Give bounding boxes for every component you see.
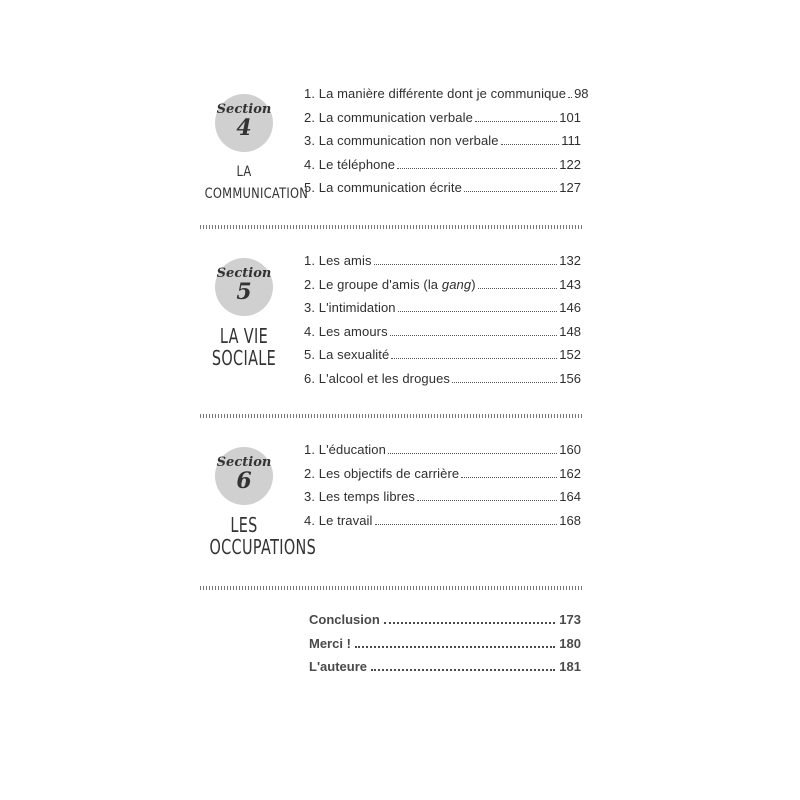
section-circle — [215, 94, 273, 152]
section-word: Section — [216, 455, 272, 470]
toc-entry[interactable]: 1. L'éducation 160 — [304, 442, 581, 457]
toc-entry[interactable]: 1. La manière différente dont je communique 98 — [304, 86, 589, 101]
toc-entry[interactable]: 5. La communication écrite 127 — [304, 180, 581, 196]
dot-leader — [375, 524, 558, 525]
toc-entry[interactable]: 2. Le groupe d'amis (la gang) 143 — [304, 276, 581, 292]
section-divider — [200, 225, 582, 229]
end-matter-entry[interactable]: L'auteure 181 — [309, 659, 581, 674]
section-word: Section — [216, 266, 272, 281]
toc-entry[interactable]: 6. L'alcool et les drogues 156 — [304, 370, 581, 386]
dot-leader — [355, 646, 555, 648]
section-number: 4 — [236, 115, 252, 141]
dot-leader — [461, 477, 557, 478]
dot-leader — [391, 358, 557, 359]
dot-leader — [464, 191, 557, 192]
section-circle — [215, 447, 273, 505]
end-matter-entry[interactable]: Conclusion 173 — [309, 612, 581, 627]
toc-entry[interactable]: 4. Le travail 168 — [304, 512, 581, 528]
end-matter-list — [309, 612, 581, 683]
toc-entry[interactable]: 2. Les objectifs de carrière 162 — [304, 465, 581, 481]
section-number: 6 — [236, 468, 252, 494]
toc-entry[interactable]: 4. Le téléphone 122 — [304, 156, 581, 172]
toc-entry[interactable]: 2. La communication verbale 101 — [304, 109, 581, 125]
dot-leader — [390, 335, 558, 336]
section-badge — [196, 94, 309, 205]
section-title: LA VIE SOCIALE — [211, 324, 277, 370]
toc-list — [304, 86, 589, 204]
toc-list — [304, 442, 581, 536]
section-circle — [215, 258, 273, 316]
dot-leader — [384, 622, 556, 624]
dot-leader — [568, 97, 572, 98]
dot-leader — [398, 311, 558, 312]
dot-leader — [417, 500, 557, 501]
section-divider — [200, 586, 582, 590]
toc-entry[interactable]: 1. Les amis 132 — [304, 253, 581, 268]
section-divider — [200, 414, 582, 418]
section-number: 5 — [236, 279, 252, 305]
toc-entry[interactable]: 3. La communication non verbale 111 — [304, 133, 581, 149]
toc-entry[interactable]: 3. L'intimidation 146 — [304, 300, 581, 316]
toc-list — [304, 253, 581, 395]
dot-leader — [452, 382, 557, 383]
dot-leader — [475, 121, 557, 122]
dot-leader — [374, 264, 558, 265]
dot-leader — [388, 453, 557, 454]
dot-leader — [478, 288, 558, 289]
section-title: LA COMMUNICATION — [204, 164, 309, 202]
toc-entry[interactable]: 3. Les temps libres 164 — [304, 489, 581, 505]
toc-entry[interactable]: 4. Les amours 148 — [304, 323, 581, 339]
section-word: Section — [216, 102, 272, 117]
toc-entry[interactable]: 5. La sexualité 152 — [304, 347, 581, 363]
section-badge — [196, 258, 292, 369]
section-badge — [196, 447, 317, 559]
dot-leader — [501, 144, 560, 145]
section-title: LES OCCUPATIONS — [209, 513, 317, 559]
end-matter-entry[interactable]: Merci ! 180 — [309, 635, 581, 651]
dot-leader — [371, 669, 555, 671]
dot-leader — [397, 168, 557, 169]
